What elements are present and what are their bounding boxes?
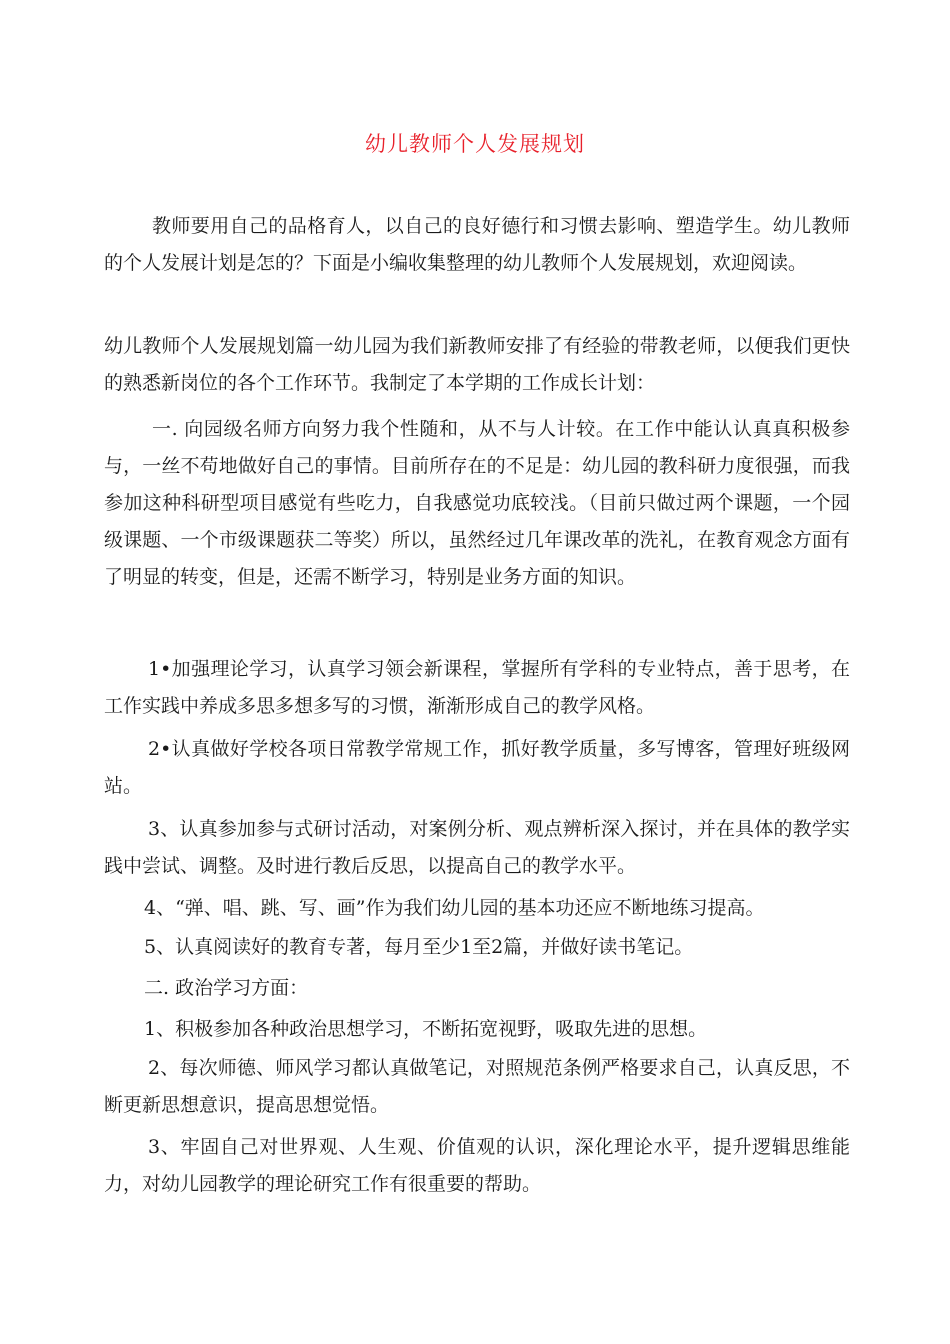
item-5-paragraph: 5、认真阅读好的教育专著，每月至少1至2篇，并做好读书笔记。 [144, 936, 694, 958]
intro-paragraph: 教师要用自己的品格育人，以自己的良好德行和习惯去影响、塑造学生。幼儿教师的个人发展计划是怎的？下面是小编收集整理的幼儿教师个人发展规划，欢迎阅读。 [104, 215, 850, 274]
document-title: 幼儿教师个人发展规划 [365, 132, 585, 156]
section-intro-paragraph: 幼儿教师个人发展规划篇一幼儿园为我们新教师安排了有经验的带教老师，以便我们更快的熟悉新岗位的各个工作环节。我制定了本学期的工作成长计划： [104, 335, 850, 394]
politics-item-1-paragraph: 1、积极参加各种政治思想学习，不断拓宽视野，吸取先进的思想。 [144, 1018, 708, 1040]
politics-item-3-paragraph: 3、牢固自己对世界观、人生观、价值观的认识，深化理论水平，提升逻辑思维能力，对幼儿园教学的理论研究工作有很重要的帮助。 [104, 1136, 850, 1195]
politics-item-2-paragraph: 2、每次师德、师风学习都认真做笔记，对照规范条例严格要求自己，认真反思，不断更新思想意识，提高思想觉悟。 [104, 1057, 850, 1116]
section-two-heading: 二. 政治学习方面： [144, 977, 309, 999]
section-one-paragraph: 一. 向园级名师方向努力我个性随和，从不与人计较。在工作中能认认真真积极参与，一丝不苟地做好自己的事情。目前所存在的不足是：幼儿园的教科研力度很强，而我参加这种科研型项目感觉有些吃力，自我感觉功底较浅。（目前只做过两个课题，一个园级课题、一个市级课题获二等奖）所以，虽然经过几年课改革的洗礼，在教育观念方面有了明显的转变，但是，还需不断学习，特别是业务方面的知识。 [104, 418, 850, 588]
item-4-paragraph: 4、“弹、唱、跳、写、画”作为我们幼儿园的基本功还应不断地练习提高。 [144, 897, 765, 919]
item-1-paragraph: 1•加强理论学习，认真学习领会新课程，掌握所有学科的专业特点，善于思考，在工作实践中养成多思多想多写的习惯，渐渐形成自己的教学风格。 [104, 658, 850, 717]
item-2-paragraph: 2•认真做好学校各项日常教学常规工作，抓好教学质量，多写博客，管理好班级网站。 [104, 738, 850, 797]
item-3-paragraph: 3、认真参加参与式研讨活动，对案例分析、观点辨析深入探讨，并在具体的教学实践中尝试、调整。及时进行教后反思，以提高自己的教学水平。 [104, 818, 850, 877]
